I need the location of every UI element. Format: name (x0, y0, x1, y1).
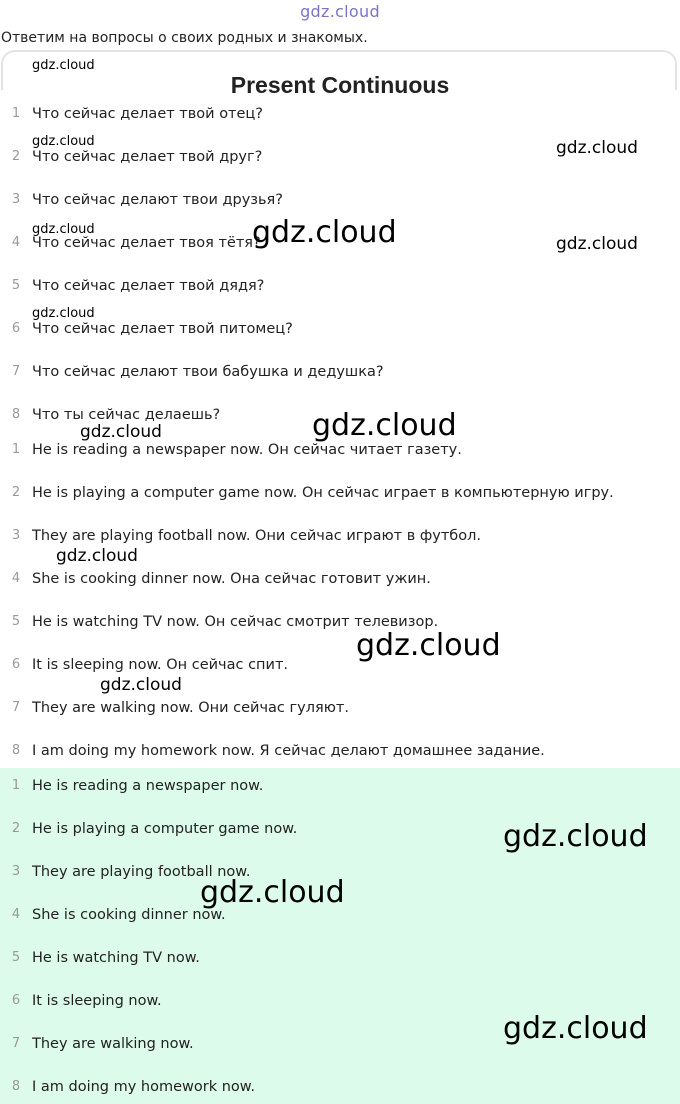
question-row (0, 102, 680, 126)
watermark: gdz.cloud (100, 675, 182, 695)
question-row (0, 188, 680, 212)
watermark: gdz.cloud (32, 134, 95, 149)
row-number: 6 (11, 657, 21, 672)
watermark: gdz.cloud (503, 1011, 648, 1046)
question-row (0, 360, 680, 384)
question-row (0, 317, 680, 341)
translation-row (0, 567, 680, 591)
translation-text: He is playing a computer game now. Он сейчас играет в компьютерную игру. (32, 485, 614, 501)
row-number: 5 (11, 950, 21, 965)
translation-text: She is cooking dinner now. Она сейчас готовит ужин. (32, 571, 431, 587)
watermark: gdz.cloud (32, 222, 95, 237)
row-number: 1 (11, 442, 21, 457)
row-number: 4 (11, 235, 21, 250)
row-number: 7 (11, 1036, 21, 1051)
question-text: Что сейчас делает твой питомец? (32, 321, 293, 337)
answer-text: They are playing football now. (32, 864, 251, 880)
answer-text: I am doing my homework now. (32, 1079, 255, 1095)
row-number: 1 (11, 778, 21, 793)
watermark: gdz.cloud (356, 628, 501, 663)
watermark: gdz.cloud (32, 58, 95, 73)
row-number: 8 (11, 407, 21, 422)
translation-row (0, 524, 680, 548)
row-number: 2 (11, 821, 21, 836)
row-number: 3 (11, 864, 21, 879)
row-number: 7 (11, 364, 21, 379)
row-number: 6 (11, 321, 21, 336)
row-number: 4 (11, 571, 21, 586)
row-number: 3 (11, 528, 21, 543)
translation-text: They are walking now. Они сейчас гуляют. (32, 700, 349, 716)
translation-text: He is reading a newspaper now. Он сейчас читает газету. (32, 442, 462, 458)
row-number: 8 (11, 743, 21, 758)
translation-text: It is sleeping now. Он сейчас спит. (32, 657, 289, 673)
watermark: gdz.cloud (56, 546, 138, 566)
watermark: gdz.cloud (556, 234, 638, 254)
answer-text: He is reading a newspaper now. (32, 778, 264, 794)
row-number: 1 (11, 106, 21, 121)
answer-row (0, 1075, 680, 1099)
exercise-title: Present Continuous (230, 72, 450, 98)
answer-text: She is cooking dinner now. (32, 907, 226, 923)
row-number: 7 (11, 700, 21, 715)
watermark: gdz.cloud (32, 306, 95, 321)
question-text: Что сейчас делает твоя тётя? (32, 235, 261, 251)
row-number: 5 (11, 278, 21, 293)
question-text: Что сейчас делают твои бабушка и дедушка? (32, 364, 384, 380)
row-number: 2 (11, 485, 21, 500)
question-row (0, 274, 680, 298)
translation-row (0, 481, 680, 505)
site-logo[interactable]: gdz.cloud (300, 2, 380, 21)
translation-row (0, 610, 680, 634)
answer-row (0, 946, 680, 970)
watermark: gdz.cloud (503, 819, 648, 854)
watermark: gdz.cloud (312, 408, 457, 443)
answer-text: It is sleeping now. (32, 993, 162, 1009)
watermark: gdz.cloud (556, 138, 638, 158)
translation-row (0, 739, 680, 763)
question-text: Что сейчас делает твой отец? (32, 106, 263, 122)
question-text: Что сейчас делает твой друг? (32, 149, 263, 165)
watermark: gdz.cloud (200, 875, 345, 910)
row-number: 6 (11, 993, 21, 1008)
question-text: Что ты сейчас делаешь? (32, 407, 221, 423)
row-number: 4 (11, 907, 21, 922)
row-number: 2 (11, 149, 21, 164)
answer-text: They are walking now. (32, 1036, 194, 1052)
translation-row (0, 696, 680, 720)
translation-text: I am doing my homework now. Я сейчас делают домашнее задание. (32, 743, 545, 759)
question-text: Что сейчас делают твои друзья? (32, 192, 283, 208)
question-text: Что сейчас делает твой дядя? (32, 278, 265, 294)
row-number: 8 (11, 1079, 21, 1094)
answer-row (0, 989, 680, 1013)
watermark: gdz.cloud (80, 422, 162, 442)
answer-text: He is watching TV now. (32, 950, 200, 966)
watermark: gdz.cloud (252, 215, 397, 250)
answer-text: He is playing a computer game now. (32, 821, 298, 837)
translation-text: They are playing football now. Они сейчас играют в футбол. (32, 528, 481, 544)
row-number: 3 (11, 192, 21, 207)
intro-text: Ответим на вопросы о своих родных и знакомых. (1, 30, 368, 46)
answer-row (0, 774, 680, 798)
row-number: 5 (11, 614, 21, 629)
translation-text: He is watching TV now. Он сейчас смотрит телевизор. (32, 614, 439, 630)
translation-row (0, 653, 680, 677)
